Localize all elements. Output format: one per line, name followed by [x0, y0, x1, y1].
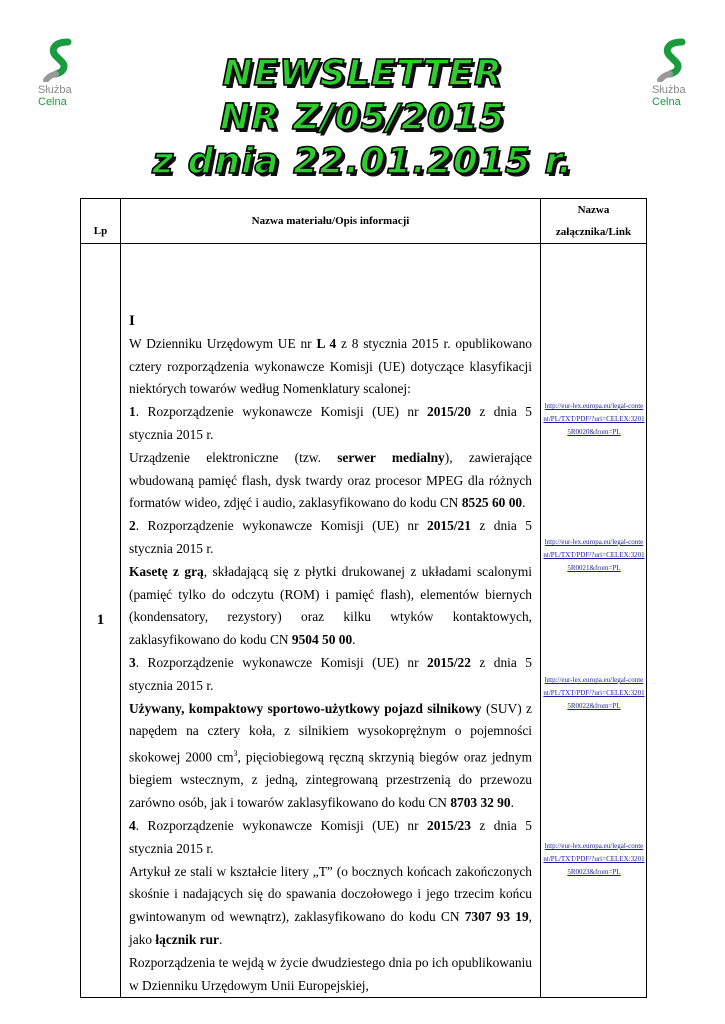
header-link	[541, 199, 647, 244]
title-line-1: NEWSLETTER	[222, 53, 503, 94]
header-lp-label: Lp	[93, 225, 108, 237]
customs-emblem-icon	[656, 38, 692, 82]
sluzba-celna-logo-right	[652, 38, 712, 108]
title-line-2: NR Z/05/2015	[219, 97, 506, 138]
row-links	[541, 244, 647, 998]
item-4-description: Artykuł ze stali w kształcie litery „T” (o bocznych końcach zakończonych skośnie i nadających się do spawania doczołowego i jego trzecim końcu gwintowanym od wewnątrz), zaklasyfikowano do kodu CN 7307 93 19, jako łącznik rur.	[129, 863, 533, 947]
header-desc	[121, 199, 541, 244]
logo-text-line1: Służba	[652, 84, 686, 96]
description-text	[129, 244, 532, 997]
item-3-description: Używany, kompaktowy sportowo-użytkowy pojazd silnikowy (SUV) z napędem na cztery koła, z silnikiem wysokoprężnym o pojemności skokowej 2000 $cm^3$, pięciobiegową ręczną skrzynią biegów oraz jednym biegiem wstecznym, z jedną, zintegrowaną przestrzenią do przewozu zarówno osób, jak i towarów zaklasyfikowano do kodu CN 8703 32 90.	[129, 700, 532, 811]
intro-paragraph: W Dzienniku Urzędowym UE nr L 4 z 8 stycznia 2015 r. opublikowano cztery rozporządzenia wykonawcze Komisji (UE) dotyczące klasyfikacji niektórych towarów według Nomenklatury scalonej:	[129, 335, 532, 397]
header-link-label-1: Nazwa	[577, 204, 610, 216]
row-description	[121, 244, 541, 998]
logo-text-line2: Celna	[652, 96, 681, 108]
title-line-3: z dnia 22.01.2015 r.	[152, 141, 573, 182]
link-regulation-2015-23[interactable]: http://eur-lex.europa.eu/legal-content/PL/TXT/PDF/?uri=CELEX:32015R0023&from=PL	[543, 842, 645, 876]
link-regulation-2015-21[interactable]: http://eur-lex.europa.eu/legal-content/PL/TXT/PDF/?uri=CELEX:32015R0021&from=PL	[543, 538, 645, 572]
table-row	[81, 244, 647, 998]
header-link-label-2: załącznika/Link	[555, 226, 632, 238]
link-regulation-2015-22[interactable]: http://eur-lex.europa.eu/legal-content/PL/TXT/PDF/?uri=CELEX:32015R0022&from=PL	[543, 676, 645, 710]
item-3-header: 3. Rozporządzenie wykonawcze Komisji (UE) nr 2015/22 z dnia 5 stycznia 2015 r.	[129, 654, 532, 693]
sluzba-celna-logo-left	[38, 38, 98, 108]
item-2-description: Kasetę z grą, składającą się z płytki drukowanej z układami scalonymi (pamięć tylko do odczytu (ROM) i pamięć flash), elementów biernych (kondensatory, rezystory) oraz kilku wtyków kontaktowych, zaklasyfikowano do kodu CN 9504 50 00.	[129, 563, 532, 648]
customs-emblem-icon	[42, 38, 78, 82]
closing-paragraph: Rozporządzenia te wejdą w życie dwudziestego dnia po ich opublikowaniu w Dzienniku Urzędowym Unii Europejskiej,	[129, 954, 532, 993]
logo-text-line2: Celna	[38, 96, 67, 108]
logo-text-line1: Służba	[38, 84, 72, 96]
item-4-header: 4. Rozporządzenie wykonawcze Komisji (UE) nr 2015/23 z dnia 5 stycznia 2015 r.	[129, 818, 532, 856]
header-lp	[81, 199, 121, 244]
newsletter-table	[80, 198, 647, 998]
item-2-header: 2. Rozporządzenie wykonawcze Komisji (UE) nr 2015/21 z dnia 5 stycznia 2015 r.	[129, 518, 532, 556]
newsletter-title	[110, 52, 615, 184]
table-header-row	[81, 199, 647, 244]
header-desc-label: Nazwa materiału/Opis informacji	[251, 215, 410, 227]
row-lp-value: 1	[96, 612, 105, 629]
row-lp	[81, 244, 121, 998]
link-regulation-2015-20[interactable]: http://eur-lex.europa.eu/legal-content/PL/TXT/PDF/?uri=CELEX:32015R0020&from=PL	[543, 402, 645, 436]
item-1-description: Urządzenie elektroniczne (tzw. serwer medialny), zawierające wbudowaną pamięć flash, dysk twardy oraz procesor MPEG dla różnych formatów wideo, zdjęć i audio, zaklasyfikowano do kodu CN 8525 60 00.	[129, 449, 532, 511]
item-1-header: 1. Rozporządzenie wykonawcze Komisji (UE) nr 2015/20 z dnia 5 stycznia 2015 r.	[129, 404, 532, 442]
section-numeral: I	[129, 313, 135, 329]
